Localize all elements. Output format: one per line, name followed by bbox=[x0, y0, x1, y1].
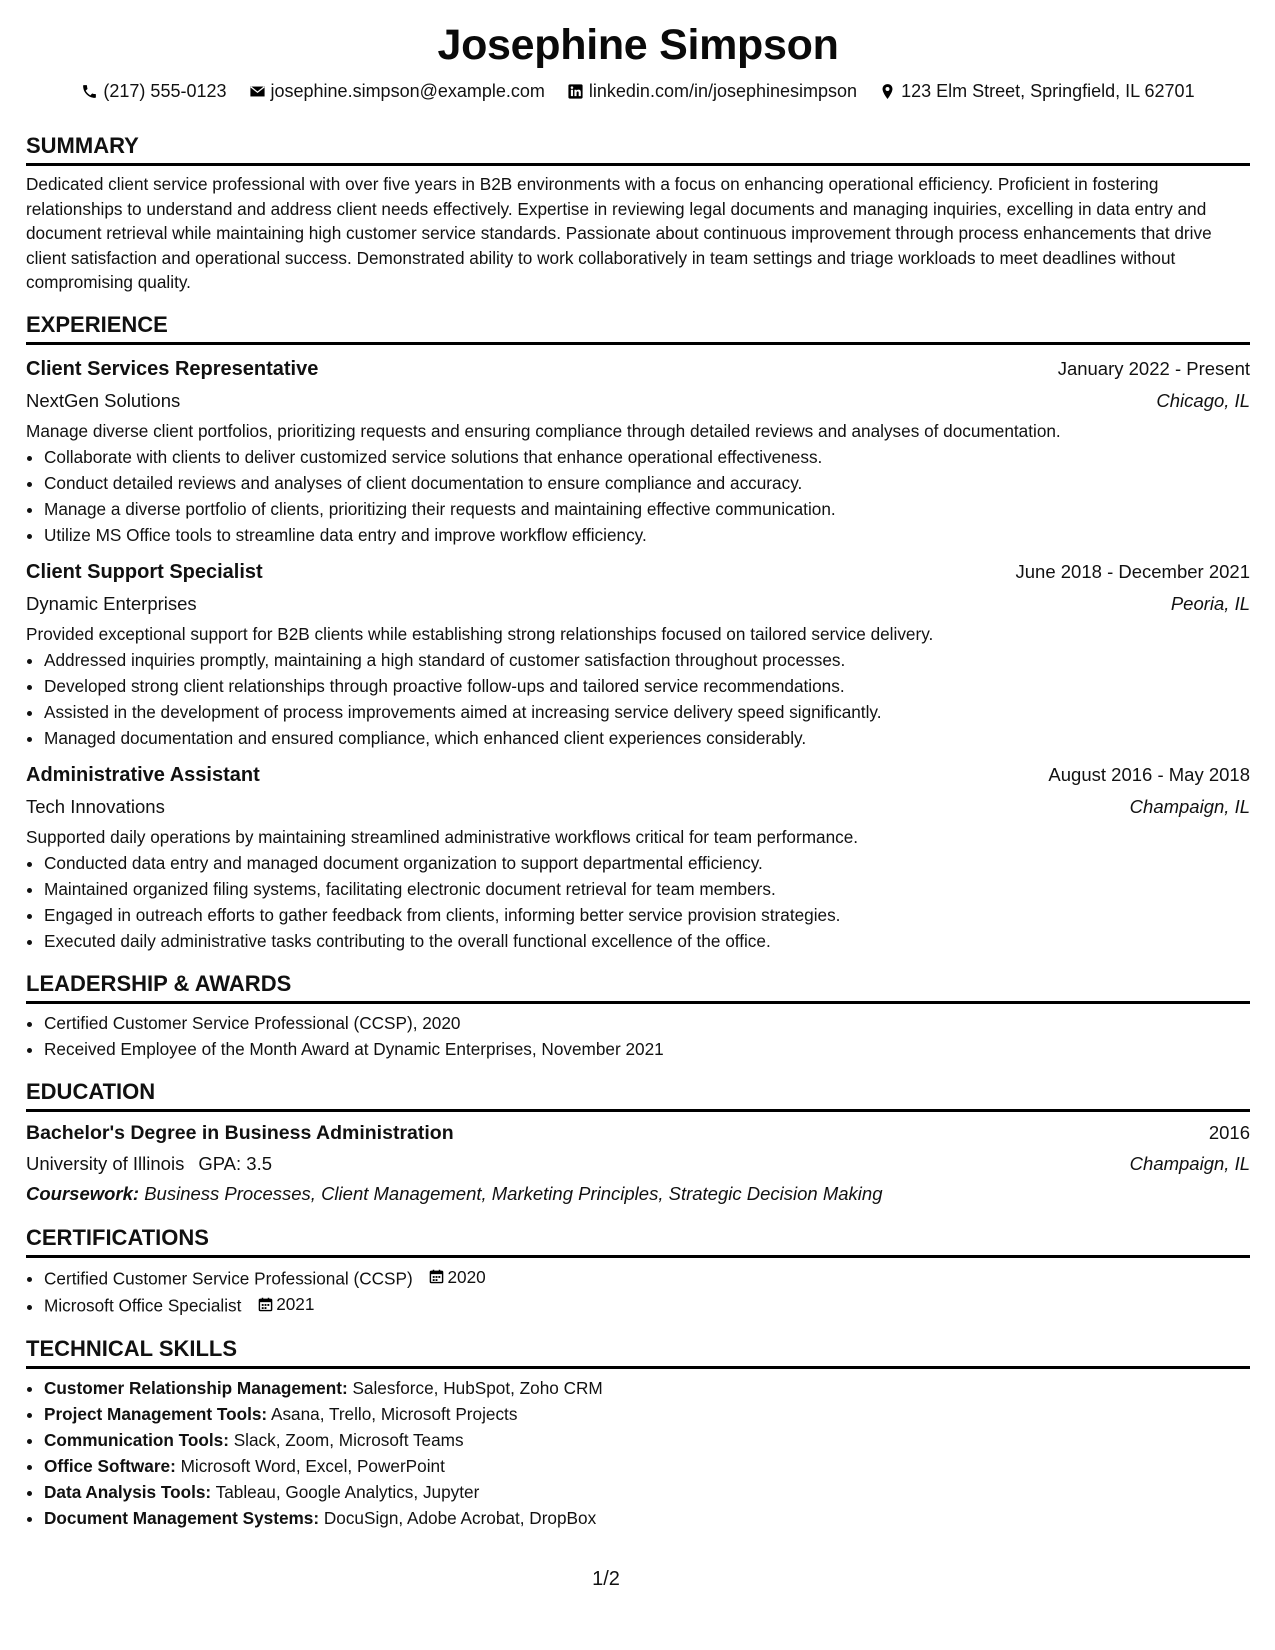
job-location: Chicago, IL bbox=[1156, 389, 1250, 411]
list-item: • Conduct detailed reviews and analyses of client documentation to ensure compliance and accuracy. bbox=[44, 470, 1250, 496]
job-location: Peoria, IL bbox=[1170, 592, 1250, 614]
job-dates: June 2018 - December 2021 bbox=[1015, 560, 1250, 582]
list-item: • Managed documentation and ensured compliance, which enhanced client experiences considerably. bbox=[44, 725, 1250, 751]
skill-label: Data Analysis Tools: bbox=[44, 1481, 212, 1502]
degree-title: Bachelor's Degree in Business Administration bbox=[26, 1121, 454, 1144]
email-text: josephine.simpson@example.com bbox=[270, 80, 545, 101]
skills-heading: TECHNICAL SKILLS bbox=[26, 1335, 1250, 1369]
skill-label: Document Management Systems: bbox=[44, 1507, 320, 1528]
job-company: NextGen Solutions bbox=[26, 389, 181, 411]
certifications-list bbox=[26, 1264, 1250, 1319]
skill-label: Office Software: bbox=[44, 1455, 176, 1476]
experience-section bbox=[26, 311, 1250, 954]
job-description: Manage diverse client portfolios, prioritizing requests and ensuring compliance through detailed reviews and analyses of documentation. bbox=[26, 420, 1061, 441]
job-location: Champaign, IL bbox=[1129, 795, 1250, 817]
phone-icon bbox=[81, 83, 98, 100]
degree-year: 2016 bbox=[1208, 1121, 1250, 1143]
school-location: Champaign, IL bbox=[1129, 1152, 1250, 1174]
job-bullets bbox=[26, 647, 1250, 751]
job-dates: August 2016 - May 2018 bbox=[1048, 763, 1250, 785]
certifications-section bbox=[26, 1224, 1250, 1319]
skills-list bbox=[26, 1375, 1250, 1531]
list-item bbox=[44, 1291, 1250, 1319]
list-item bbox=[44, 1479, 1250, 1505]
experience-heading: EXPERIENCE bbox=[26, 311, 1250, 345]
map-pin-icon bbox=[879, 83, 896, 100]
skill-value: Asana, Trello, Microsoft Projects bbox=[270, 1403, 518, 1424]
linkedin-icon bbox=[567, 83, 584, 100]
list-item: • Received Employee of the Month Award at Dynamic Enterprises, November 2021 bbox=[44, 1036, 1250, 1062]
skill-value: Microsoft Word, Excel, PowerPoint bbox=[180, 1455, 445, 1476]
skill-label: Project Management Tools: bbox=[44, 1403, 268, 1424]
phone-text: (217) 555-0123 bbox=[103, 80, 227, 101]
summary-text: Dedicated client service professional with over five years in B2B environments with a focus on enhancing operational efficiency. Proficient in fostering relationships to understand and address client needs effectively. Expertise in reviewing legal documents and managing inquiries, excelling in data entry and document retrieval while maintaining high customer service standards. Passionate about continuous improvement through process enhancements that drive client satisfaction and operational success. Demonstrated ability to work collaboratively in team settings and triage workloads to meet deadlines without compromising quality. bbox=[26, 174, 1212, 292]
list-item: • Collaborate with clients to deliver customized service solutions that enhance operational effectiveness. bbox=[44, 444, 1250, 470]
job-title: Administrative Assistant bbox=[26, 763, 260, 786]
cert-year: 2021 bbox=[276, 1294, 315, 1314]
resume-page bbox=[26, 20, 1250, 1531]
list-item: • Engaged in outreach efforts to gather feedback from clients, informing better service provision strategies. bbox=[44, 902, 1250, 928]
list-item: • Addressed inquiries promptly, maintaining a high standard of customer satisfaction throughout processes. bbox=[44, 647, 1250, 673]
school-name: University of Illinois bbox=[26, 1152, 185, 1174]
job-company: Dynamic Enterprises bbox=[26, 592, 197, 614]
gpa-text: GPA: 3.5 bbox=[198, 1152, 273, 1174]
address-text: 123 Elm Street, Springfield, IL 62701 bbox=[901, 80, 1195, 101]
linkedin-text: linkedin.com/in/josephinesimpson bbox=[588, 80, 858, 101]
list-item: • Developed strong client relationships through proactive follow-ups and tailored service recommendations. bbox=[44, 673, 1250, 699]
list-item: • Manage a diverse portfolio of clients, prioritizing their requests and maintaining effective communication. bbox=[44, 496, 1250, 522]
list-item: • Maintained organized filing systems, facilitating electronic document retrieval for team members. bbox=[44, 876, 1250, 902]
education-section bbox=[26, 1078, 1250, 1208]
job-entry bbox=[26, 353, 1250, 548]
contact-linkedin[interactable] bbox=[567, 81, 857, 102]
skill-value: DocuSign, Adobe Acrobat, DropBox bbox=[323, 1507, 597, 1528]
job-description: Supported daily operations by maintaining streamlined administrative workflows critical for team performance. bbox=[26, 826, 859, 847]
education-entry bbox=[26, 1118, 1250, 1208]
skill-label: Communication Tools: bbox=[44, 1429, 229, 1450]
skill-value: Slack, Zoom, Microsoft Teams bbox=[233, 1429, 464, 1450]
list-item bbox=[44, 1375, 1250, 1401]
skill-value: Salesforce, HubSpot, Zoho CRM bbox=[352, 1377, 603, 1398]
list-item bbox=[44, 1427, 1250, 1453]
job-title: Client Support Specialist bbox=[26, 560, 263, 583]
skills-section bbox=[26, 1335, 1250, 1531]
education-heading: EDUCATION bbox=[26, 1078, 1250, 1112]
coursework-label: Coursework: bbox=[26, 1182, 140, 1204]
contact-address bbox=[879, 81, 1195, 102]
list-item: • Executed daily administrative tasks contributing to the overall functional excellence of the office. bbox=[44, 928, 1250, 954]
cert-date bbox=[258, 1291, 314, 1317]
skill-value: Tableau, Google Analytics, Jupyter bbox=[215, 1481, 480, 1502]
job-bullets bbox=[26, 850, 1250, 954]
skill-label: Customer Relationship Management: bbox=[44, 1377, 348, 1398]
coursework bbox=[26, 1179, 1250, 1208]
list-item: • Conducted data entry and managed document organization to support departmental efficiency. bbox=[44, 850, 1250, 876]
summary-section bbox=[26, 132, 1250, 295]
coursework-text: Business Processes, Client Management, Marketing Principles, Strategic Decision Making bbox=[144, 1182, 883, 1204]
job-entry bbox=[26, 759, 1250, 954]
job-bullets bbox=[26, 444, 1250, 548]
job-company: Tech Innovations bbox=[26, 795, 165, 817]
list-item bbox=[44, 1453, 1250, 1479]
list-item bbox=[44, 1401, 1250, 1427]
calendar-icon bbox=[429, 1269, 444, 1284]
job-description: Provided exceptional support for B2B clients while establishing strong relationships focused on tailored service delivery. bbox=[26, 623, 934, 644]
list-item bbox=[44, 1264, 1250, 1292]
certifications-heading: CERTIFICATIONS bbox=[26, 1224, 1250, 1258]
awards-list bbox=[26, 1010, 1250, 1062]
page-number: 1/2 bbox=[592, 1568, 620, 1590]
job-dates: January 2022 - Present bbox=[1057, 357, 1250, 379]
job-entry bbox=[26, 556, 1250, 751]
envelope-icon bbox=[249, 83, 266, 100]
summary-heading: SUMMARY bbox=[26, 132, 1250, 166]
contact-phone[interactable] bbox=[81, 81, 226, 102]
list-item bbox=[44, 1505, 1250, 1531]
contact-bar bbox=[26, 78, 1250, 104]
awards-section bbox=[26, 970, 1250, 1062]
calendar-icon bbox=[258, 1297, 273, 1312]
job-title: Client Services Representative bbox=[26, 357, 319, 380]
list-item: • Assisted in the development of process improvements aimed at increasing service delivery speed significantly. bbox=[44, 699, 1250, 725]
cert-name: Microsoft Office Specialist bbox=[44, 1295, 242, 1316]
list-item: • Utilize MS Office tools to streamline data entry and improve workflow efficiency. bbox=[44, 522, 1250, 548]
candidate-name: Josephine Simpson bbox=[437, 21, 839, 69]
cert-year: 2020 bbox=[447, 1266, 486, 1287]
cert-name: Certified Customer Service Professional (CCSP) bbox=[44, 1268, 413, 1288]
contact-email[interactable] bbox=[249, 81, 545, 102]
awards-heading: LEADERSHIP & AWARDS bbox=[26, 970, 1250, 1004]
cert-date bbox=[429, 1264, 485, 1290]
list-item: • Certified Customer Service Professional (CCSP), 2020 bbox=[44, 1010, 1250, 1036]
